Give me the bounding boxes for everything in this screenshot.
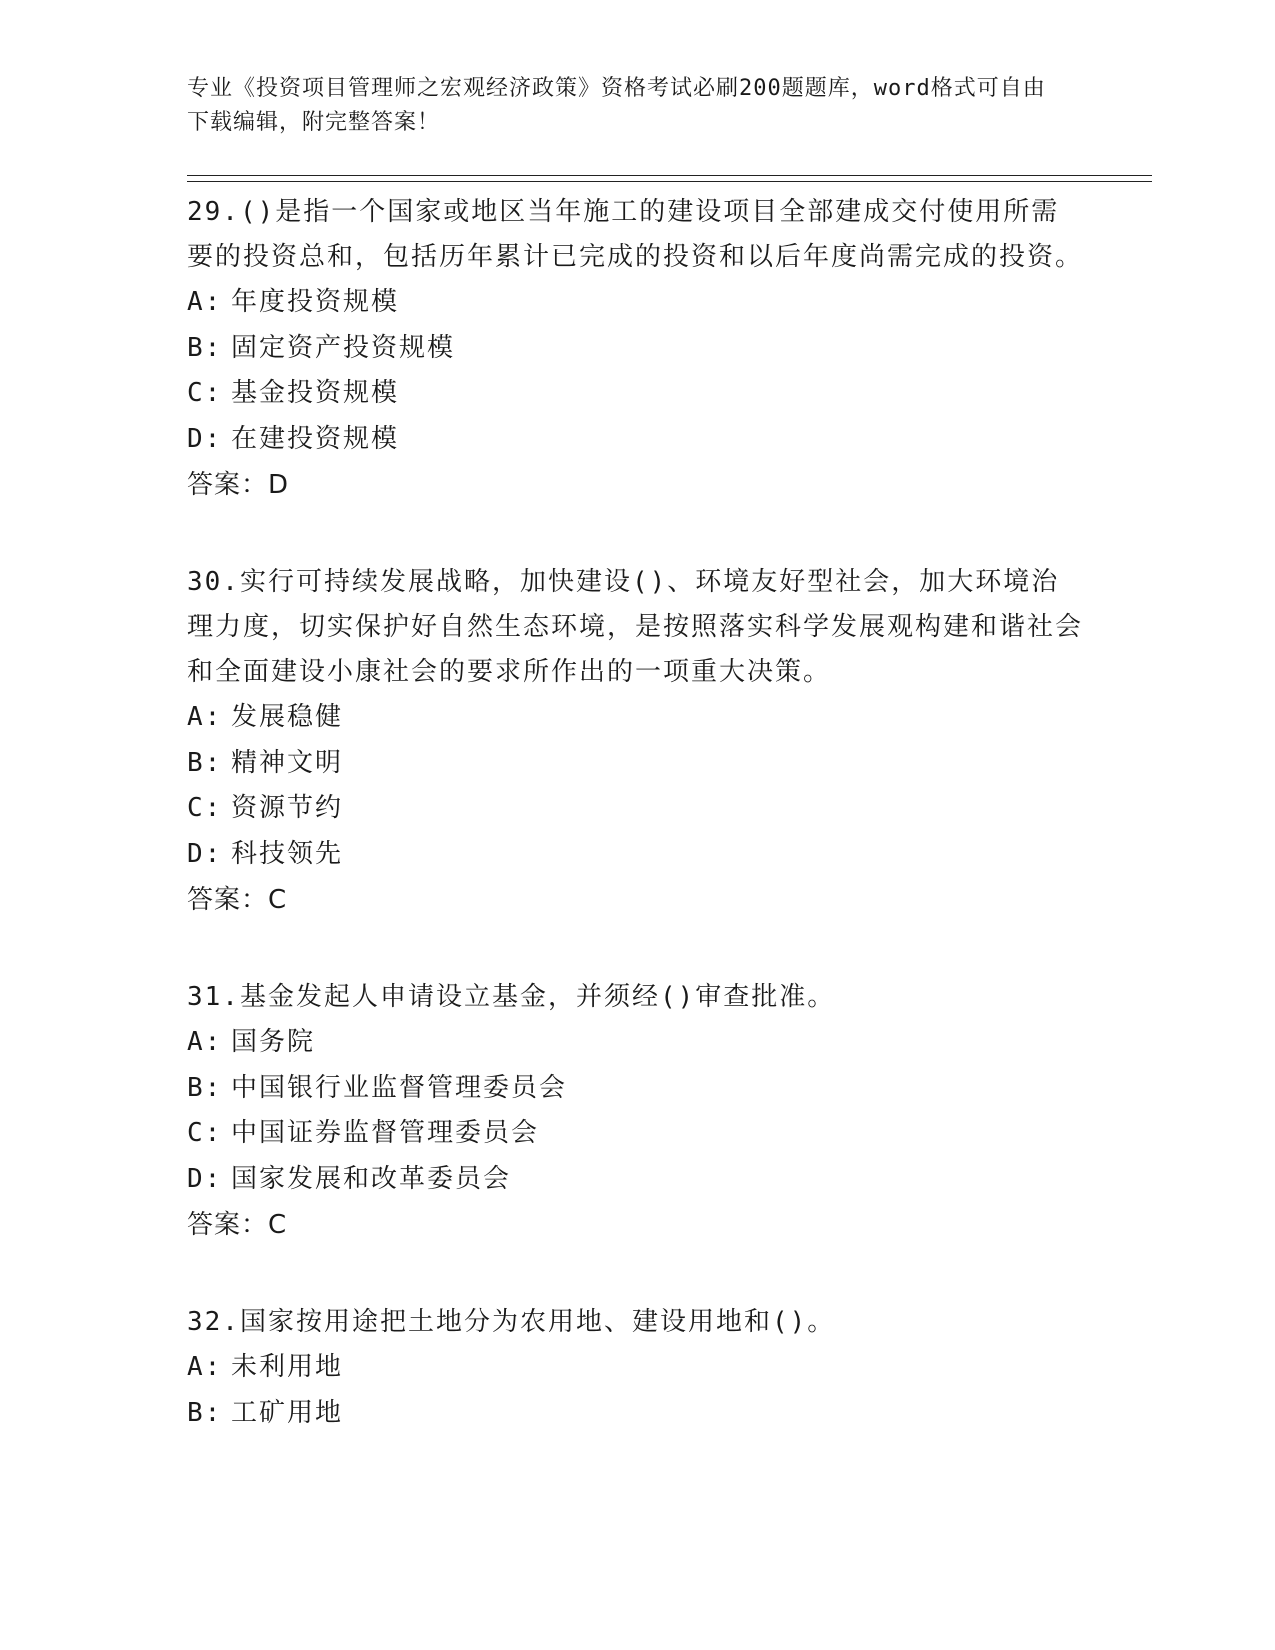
- answer-label: 答案：C: [187, 885, 288, 915]
- option-letter: C:: [187, 378, 223, 408]
- option-text: 发展稳健: [231, 702, 344, 732]
- option-c: [187, 371, 1087, 417]
- option-letter: A:: [187, 1352, 223, 1382]
- option-letter: C:: [187, 793, 223, 823]
- option-text: 基金投资规模: [231, 378, 400, 408]
- option-text: 资源节约: [231, 793, 344, 823]
- option-c: [187, 1111, 1087, 1157]
- option-d: [187, 417, 1087, 463]
- option-text: 固定资产投资规模: [231, 332, 456, 363]
- question-32: [187, 1300, 1087, 1436]
- answer-label: 答案：C: [187, 1210, 288, 1240]
- question-stem: 29.()是指一个国家或地区当年施工的建设项目全部建成交付使用所需要的投资总和，包括历年累计已完成的投资和以后年度尚需完成的投资。: [187, 197, 1084, 272]
- option-letter: D:: [187, 1163, 223, 1194]
- option-letter: A:: [187, 702, 223, 732]
- option-text: 中国证券监督管理委员会: [231, 1118, 540, 1148]
- option-a: [187, 695, 1087, 741]
- option-letter: B:: [187, 332, 223, 363]
- option-text: 年度投资规模: [231, 287, 400, 317]
- option-d: [187, 1157, 1087, 1203]
- question-stem: 32.国家按用途把土地分为农用地、建设用地和()。: [187, 1307, 836, 1337]
- header-divider-top: [187, 175, 1152, 176]
- option-letter: C:: [187, 1118, 223, 1148]
- option-a: [187, 280, 1087, 326]
- option-letter: B:: [187, 747, 223, 778]
- option-text: 精神文明: [231, 747, 344, 778]
- question-list: [187, 190, 1087, 1488]
- option-d: [187, 832, 1087, 878]
- option-letter: A:: [187, 287, 223, 317]
- answer-label: 答案：D: [187, 470, 290, 500]
- option-b: [187, 326, 1087, 372]
- option-text: 国家发展和改革委员会: [231, 1163, 512, 1194]
- question-29: [187, 190, 1087, 508]
- option-b: [187, 1391, 1087, 1437]
- document-header: 专业《投资项目管理师之宏观经济政策》资格考试必刷200题题库，word格式可自由下载编辑，附完整答案！: [187, 76, 1046, 135]
- option-letter: D:: [187, 838, 223, 869]
- option-c: [187, 786, 1087, 832]
- question-30: [187, 560, 1087, 923]
- option-letter: D:: [187, 423, 223, 454]
- option-b: [187, 1066, 1087, 1112]
- option-text: 科技领先: [231, 838, 344, 869]
- option-a: [187, 1345, 1087, 1391]
- option-text: 在建投资规模: [231, 423, 400, 454]
- option-b: [187, 741, 1087, 787]
- option-text: 工矿用地: [231, 1397, 344, 1428]
- question-31: [187, 975, 1087, 1248]
- option-letter: B:: [187, 1397, 223, 1428]
- question-stem: 30.实行可持续发展战略，加快建设()、环境友好型社会，加大环境治理力度，切实保护好自然生态环境，是按照落实科学发展观构建和谐社会和全面建设小康社会的要求所作出的一项重大决策。: [187, 567, 1084, 687]
- option-letter: A:: [187, 1027, 223, 1057]
- option-letter: B:: [187, 1072, 223, 1103]
- option-a: [187, 1020, 1087, 1066]
- header-divider-bottom: [187, 181, 1152, 182]
- option-text: 国务院: [231, 1027, 316, 1057]
- question-stem: 31.基金发起人申请设立基金，并须经()审查批准。: [187, 982, 836, 1012]
- option-text: 中国银行业监督管理委员会: [231, 1072, 568, 1103]
- option-text: 未利用地: [231, 1352, 344, 1382]
